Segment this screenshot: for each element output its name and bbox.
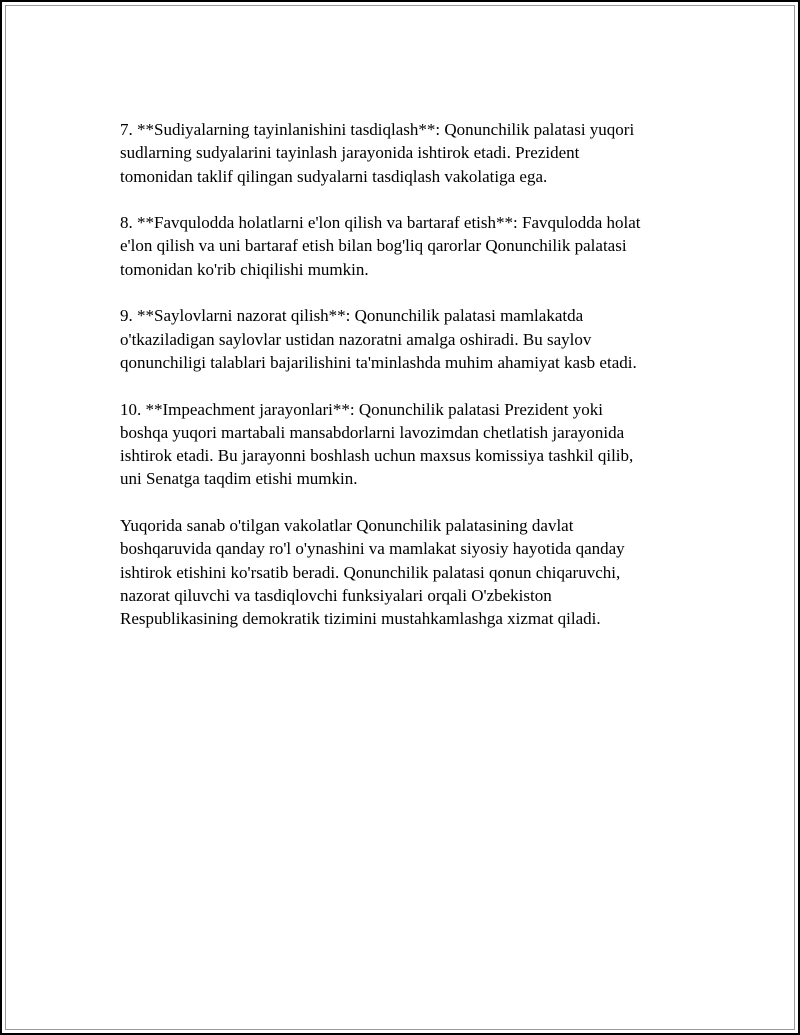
paragraph-item-10: 10. **Impeachment jarayonlari**: Qonunchilik palatasi Prezident yoki boshqa yuqori martabali mansabdorlarni lavozimdan chetlatish jarayonida ishtirok etadi. Bu jarayonni boshlash uchun maxsus komissiya tashkil qilib, uni Senatga taqdim etishi mumkin. xyxy=(120,399,634,489)
document-body xyxy=(120,118,690,654)
paragraph-item-9: 9. **Saylovlarni nazorat qilish**: Qonunchilik palatasi mamlakatda o'tkaziladigan saylovlar ustidan nazoratni amalga oshiradi. Bu saylov qonunchiligi talablari bajarilishini ta'minlashda muhim ahamiyat kasb etadi. xyxy=(120,306,637,372)
paragraph-item-7: 7. **Sudiyalarning tayinlanishini tasdiqlash**: Qonunchilik palatasi yuqori sudlarning sudyalarini tayinlash jarayonida ishtirok etadi. Prezident tomonidan taklif qilingan sudyalarni tasdiqlash vakolatiga ega. xyxy=(120,120,635,186)
paragraph-conclusion: Yuqorida sanab o'tilgan vakolatlar Qonunchilik palatasining davlat boshqaruvida qanday ro'l o'ynashini va mamlakat siyosiy hayotida qanday ishtirok etishini ko'rsatib beradi. Qonunchilik palatasi qonun chiqaruvchi, nazorat qiluvchi va tasdiqlovchi funksiyalari orqali O'zbekiston Respublikasining demokratik tizimini mustahkamlashga xizmat qiladi. xyxy=(120,516,625,629)
paragraph-item-8: 8. **Favqulodda holatlarni e'lon qilish va bartaraf etish**: Favqulodda holat e'lon qilish va uni bartaraf etish bilan bog'liq qarorlar Qonunchilik palatasi tomonidan ko'rib chiqilishi mumkin. xyxy=(120,213,641,279)
